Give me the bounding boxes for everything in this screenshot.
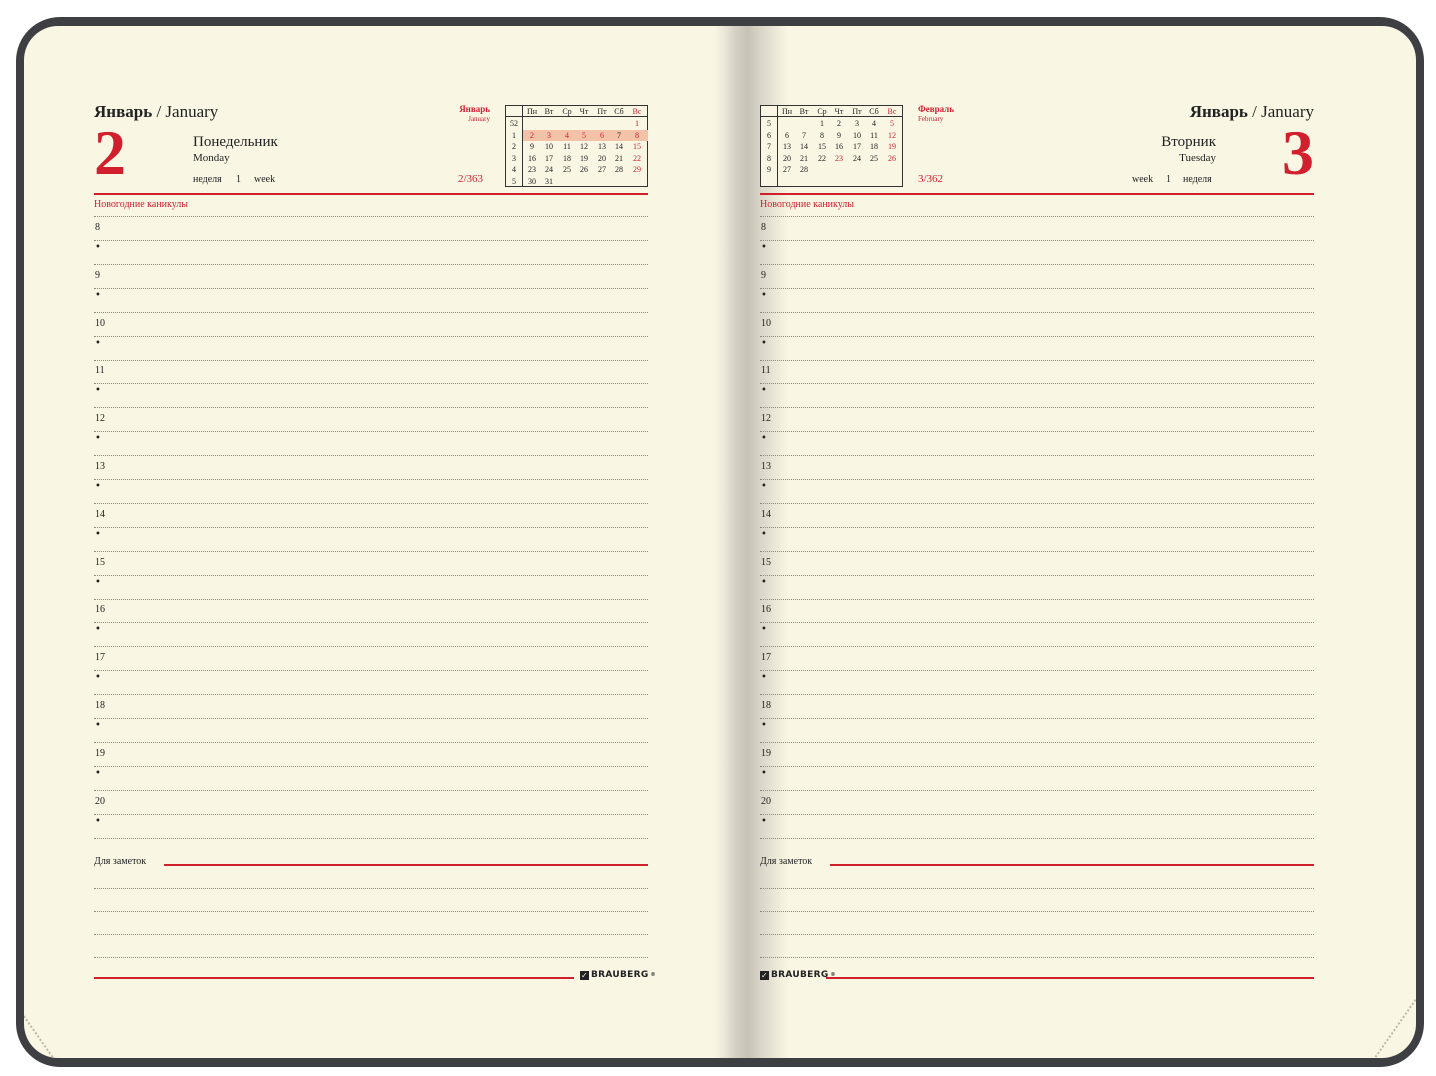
line [760,766,1314,767]
week-label-en: week [254,174,276,185]
calendar-day: 23 [528,165,536,174]
notes-line [94,957,648,958]
notes-line [760,911,1314,912]
line [94,622,648,623]
line [760,646,1314,647]
hour-label: 16 [95,604,105,616]
hour-label: 11 [95,365,105,377]
half-hour-bullet: • [761,385,767,397]
calendar-day: 16 [528,153,536,163]
weekday-header: Пн [526,107,538,116]
calendar-day: 15 [818,142,826,151]
calendar-day: 14 [615,142,623,151]
calendar-day: 9 [530,142,534,151]
half-hour-bullet: • [761,720,767,731]
brand-logo: ✓ BRAUBERG ® [580,970,656,980]
calendar-day: 11 [563,142,571,151]
week-number: 5 [767,119,771,128]
calendar-day: 12 [580,142,588,151]
line [760,838,1314,839]
check-icon: ✓ [580,970,588,980]
line [760,216,1314,217]
half-hour-bullet: • [761,528,767,540]
half-hour-bullet: • [95,337,101,349]
calendar-day: 10 [853,130,861,140]
hour-label: 10 [95,317,105,329]
calendar-day: 9 [837,130,841,140]
day-of-year: 3/362 [918,173,944,185]
month-title: Январь / January [1189,102,1314,121]
weekday-en: Monday [193,152,230,164]
calendar-day: 18 [870,142,878,151]
mini-calendar-month-en: January [468,115,490,123]
half-hour-bullet: • [95,481,101,492]
line [760,742,1314,743]
calendar-day: 27 [783,165,791,174]
line [760,312,1314,313]
line [94,407,648,408]
half-hour-bullet: • [761,815,767,827]
notes-line [760,934,1314,935]
hour-label: 18 [95,700,105,711]
calendar-day: 16 [835,142,843,151]
line [94,240,648,241]
corner-stitch-right [1354,980,1416,1058]
weekday-header: Сб [869,107,879,116]
calendar-day: 13 [598,142,606,151]
calendar-day: 1 [820,119,824,128]
calendar-day: 15 [633,142,641,151]
line [94,312,648,313]
week-number: 1 [236,174,241,185]
half-hour-bullet: • [95,289,101,301]
planner-spread [24,26,1416,1058]
footer-rule [826,977,1314,979]
calendar-day: 25 [870,153,878,163]
line [94,599,648,600]
line [760,336,1314,337]
half-hour-bullet: • [761,767,767,779]
weekday-en: Tuesday [1179,152,1216,164]
hour-label: 8 [95,222,100,233]
week-number: 5 [512,176,516,186]
line [760,431,1314,432]
hour-label: 17 [761,652,771,664]
week-number: 3 [512,153,516,163]
half-hour-bullet: • [761,481,767,492]
right-page [760,26,1314,1058]
left-page [94,26,656,1058]
notes-line [94,888,648,889]
calendar-day: 3 [855,119,859,128]
weekday-header: Пн [781,107,793,116]
header-rule [760,193,1314,195]
calendar-day: 4 [872,119,876,128]
notes-rule [164,864,648,866]
calendar-day: 7 [802,130,806,140]
weekday-header: Вт [799,107,809,116]
day-number: 2 [94,117,126,188]
hour-label: 14 [761,508,771,520]
calendar-day: 19 [580,153,588,163]
line [94,575,648,576]
calendar-day: 3 [547,130,551,140]
notes-line [94,911,648,912]
line [94,766,648,767]
calendar-day: 28 [615,165,623,174]
calendar-day: 4 [565,130,569,140]
hour-label: 15 [95,556,105,568]
half-hour-bullet: • [95,767,101,779]
mini-calendar-month-ru: Январь [459,104,490,114]
line [94,336,648,337]
half-hour-bullet: • [761,672,767,684]
half-hour-bullet: • [95,385,101,397]
week-number: 8 [767,153,771,163]
line [760,527,1314,528]
calendar-day: 24 [545,165,553,174]
corner-stitch-left [24,986,79,1058]
line [94,718,648,719]
line [94,264,648,265]
hour-label: 18 [761,700,771,711]
hour-label: 13 [761,461,771,472]
calendar-day: 22 [818,153,826,163]
hour-label: 17 [95,652,105,664]
notes-line [94,934,648,935]
week-number: 52 [510,119,518,128]
mini-calendar-month-en: February [918,115,944,123]
calendar-day: 14 [800,142,808,151]
weekday-header: Чт [579,107,589,116]
calendar-day: 12 [888,130,896,140]
line [760,718,1314,719]
line [760,814,1314,815]
line [760,670,1314,671]
calendar-day: 17 [853,142,861,151]
half-hour-bullet: • [95,720,101,731]
week-label-ru: неделя [1183,174,1212,185]
calendar-day: 6 [600,130,604,140]
calendar-day: 24 [853,153,861,163]
line [94,503,648,504]
line [760,599,1314,600]
calendar-day: 1 [635,119,639,128]
calendar-day: 10 [545,142,553,151]
half-hour-bullet: • [761,576,767,588]
calendar-day: 13 [783,142,791,151]
hour-label: 10 [761,317,771,329]
line [760,622,1314,623]
weekday-header: Пт [852,107,862,116]
week-number: 2 [512,142,516,151]
line [94,455,648,456]
calendar-day: 5 [582,130,586,140]
line [760,551,1314,552]
line [94,670,648,671]
mini-calendar-february [760,105,903,187]
hour-label: 16 [761,604,771,616]
calendar-day: 2 [530,130,534,140]
calendar-day: 21 [800,153,808,163]
month-title: Январь / January [94,102,219,121]
line [94,431,648,432]
half-hour-bullet: • [95,242,101,253]
weekday-header: Сб [614,107,624,116]
week-number: 1 [1166,174,1171,185]
hour-label: 14 [95,508,105,520]
calendar-day: 20 [598,153,606,163]
week-number: 9 [767,165,771,174]
line [94,479,648,480]
mini-calendar-january [505,105,648,187]
line [94,383,648,384]
hour-label: 12 [761,413,771,425]
weekday-header: Вт [544,107,554,116]
line [94,646,648,647]
hour-label: 9 [761,269,766,281]
hour-label: 20 [761,795,771,807]
half-hour-bullet: • [761,433,767,445]
calendar-day: 21 [615,153,623,163]
holiday-label: Новогодние каникулы [760,199,855,210]
calendar-day: 17 [545,153,553,163]
calendar-day: 6 [785,130,789,140]
calendar-day: 26 [580,165,588,174]
line [94,814,648,815]
calendar-day: 25 [563,165,571,174]
line [760,575,1314,576]
notes-label: Для заметок [760,856,813,867]
line [94,790,648,791]
weekday-header: Чт [834,107,844,116]
line [760,288,1314,289]
half-hour-bullet: • [761,242,767,253]
hour-label: 13 [95,461,105,472]
line [94,527,648,528]
calendar-day: 2 [837,119,841,128]
calendar-day: 31 [545,176,553,186]
week-number: 1 [512,130,516,140]
half-hour-bullet: • [95,672,101,684]
check-icon: ✓ [760,970,768,980]
line [94,551,648,552]
line [760,360,1314,361]
line [760,383,1314,384]
line [760,407,1314,408]
half-hour-bullet: • [761,624,767,636]
weekday-header: Вс [632,107,642,116]
calendar-day: 8 [820,130,824,140]
half-hour-bullet: • [761,289,767,301]
line [94,694,648,695]
line [94,360,648,361]
weekday-header: Вс [887,107,897,116]
hour-label: 8 [761,222,766,233]
hour-label: 19 [95,747,105,759]
weekday-header: Ср [817,107,827,116]
hour-label: 15 [761,556,771,568]
week-label-en: week [1132,174,1154,185]
calendar-day: 18 [563,153,571,163]
line [760,479,1314,480]
footer-rule [94,977,574,979]
holiday-label: Новогодние каникулы [94,199,189,210]
line [94,838,648,839]
half-hour-bullet: • [95,624,101,636]
line [760,240,1314,241]
line [94,216,648,217]
weekday-header: Пт [597,107,607,116]
day-of-year: 2/363 [458,173,484,185]
hour-label: 9 [95,269,100,281]
brand-logo: ✓ BRAUBERG ® [760,970,836,980]
week-number: 7 [767,142,771,151]
week-label-ru: неделя [193,174,222,185]
calendar-day: 30 [528,176,536,186]
day-number: 3 [1282,117,1314,188]
line [94,742,648,743]
calendar-day: 20 [783,153,791,163]
week-number: 4 [512,165,516,174]
half-hour-bullet: • [95,815,101,827]
calendar-day: 28 [800,165,808,174]
calendar-day: 5 [890,119,894,128]
line [760,694,1314,695]
header-rule [94,193,648,195]
half-hour-bullet: • [95,433,101,445]
hour-label: 11 [761,365,771,377]
notes-label: Для заметок [94,856,147,867]
weekday-header: Ср [562,107,572,116]
weekday-ru: Вторник [1161,134,1216,150]
calendar-day: 19 [888,142,896,151]
calendar-day: 23 [835,153,843,163]
calendar-day: 29 [633,165,641,174]
calendar-day: 8 [635,130,639,140]
half-hour-bullet: • [95,528,101,540]
hour-label: 12 [95,413,105,425]
calendar-day: 26 [888,153,896,163]
half-hour-bullet: • [761,337,767,349]
notes-rule [830,864,1314,866]
half-hour-bullet: • [95,576,101,588]
calendar-day: 7 [617,130,621,140]
line [760,264,1314,265]
calendar-day: 27 [598,165,606,174]
calendar-day: 22 [633,153,641,163]
notes-line [760,957,1314,958]
week-number: 6 [767,130,771,140]
line [760,503,1314,504]
mini-calendar-month-ru: Февраль [918,104,954,114]
weekday-ru: Понедельник [193,134,278,150]
line [760,790,1314,791]
line [94,288,648,289]
notes-line [760,888,1314,889]
hour-label: 19 [761,747,771,759]
calendar-day: 11 [870,130,878,140]
hour-label: 20 [95,795,105,807]
line [760,455,1314,456]
